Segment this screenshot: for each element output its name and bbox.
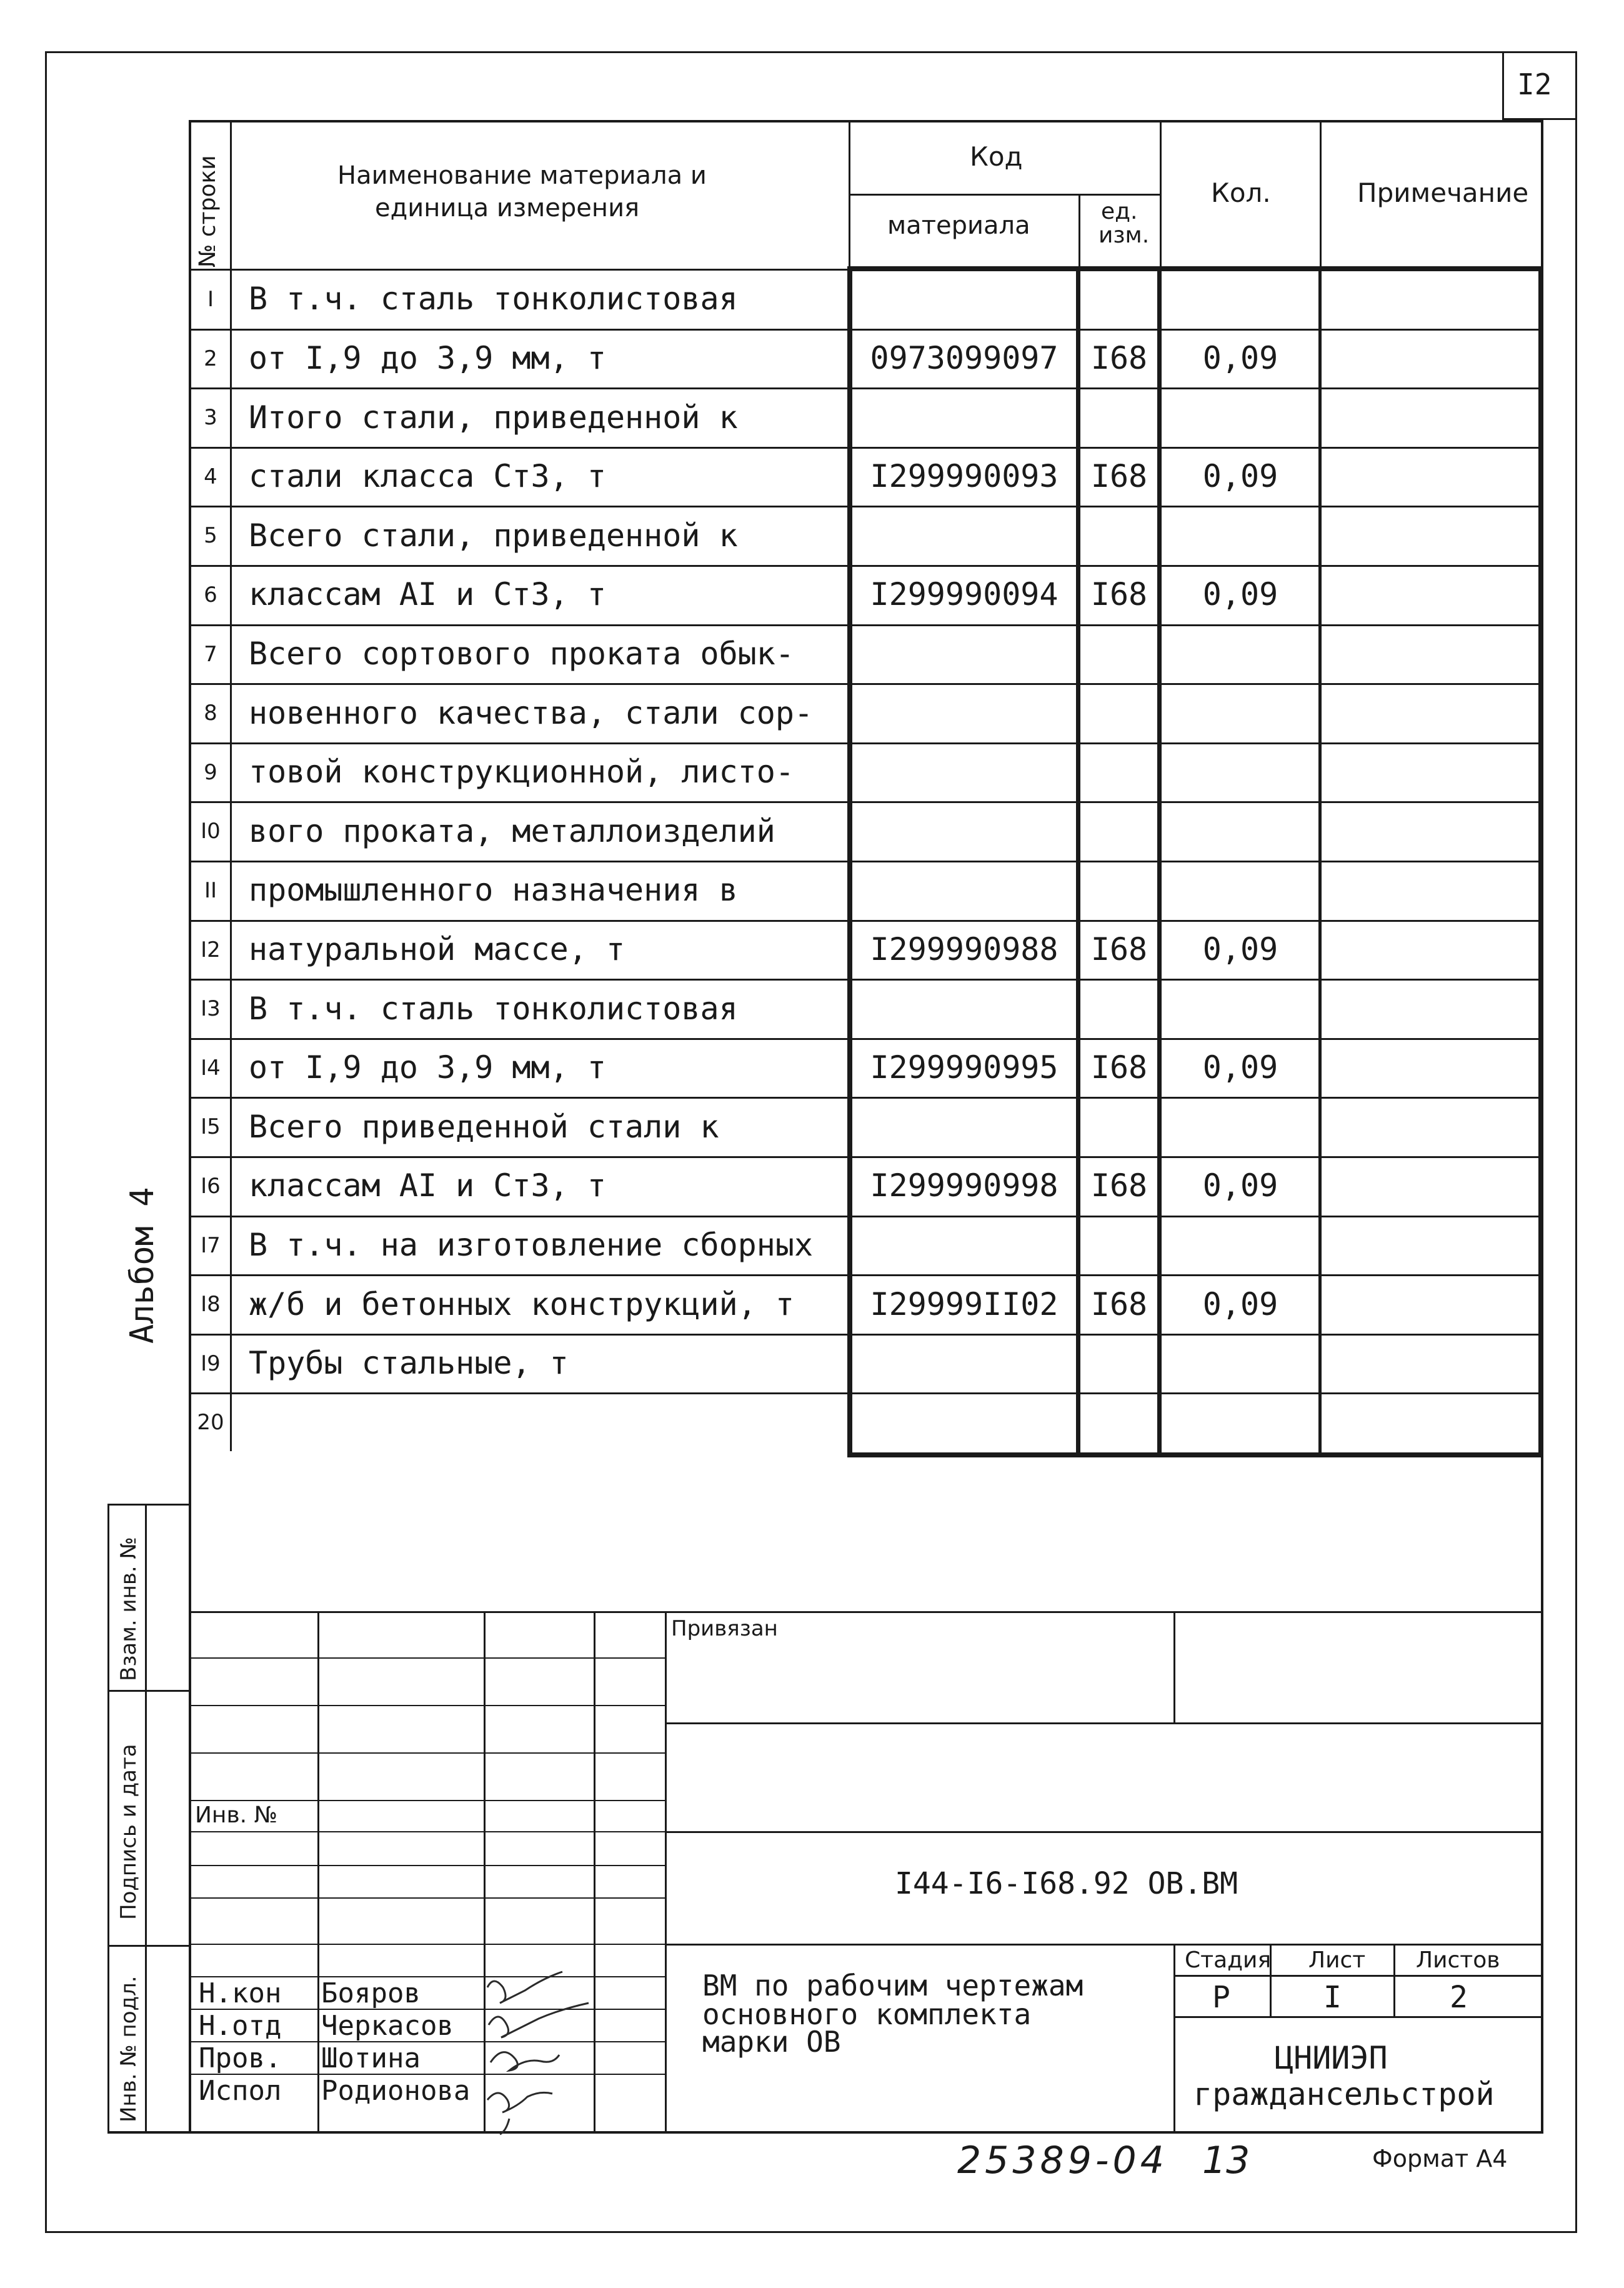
- title-block-grid-line: [189, 1897, 665, 1899]
- table-cell-name: от I,9 до 3,9 мм, т: [249, 1049, 606, 1086]
- row-number: I4: [201, 1055, 221, 1081]
- table-row-divider: [189, 742, 1543, 744]
- album-label: Альбом 4: [124, 1187, 161, 1344]
- table-row-divider: [189, 801, 1543, 803]
- approval-name: Шотина: [321, 2042, 421, 2074]
- table-cell-code: I299990988: [870, 931, 1059, 967]
- table-cell-name: Итого стали, приведенной к: [249, 399, 738, 436]
- table-row-divider: [189, 920, 1543, 922]
- table-cell-code: I299990995: [870, 1049, 1059, 1086]
- sheet-value: I: [1323, 1980, 1342, 2015]
- doc-title-line2: основного комплекта: [702, 1997, 1032, 2031]
- table-cell-qty: 0,09: [1202, 458, 1278, 495]
- unit-header-line1: ед.: [1101, 199, 1138, 224]
- table-row-divider: [189, 1274, 1543, 1276]
- row-number: I3: [201, 996, 221, 1022]
- table-row-divider: [189, 1038, 1543, 1040]
- sheets-value: 2: [1450, 1980, 1468, 2015]
- table-cell-unit: I68: [1090, 458, 1148, 495]
- table-cell-unit: I68: [1090, 931, 1148, 967]
- table-cell-unit: I68: [1090, 1286, 1148, 1322]
- table-cell-name: вого проката, металлоизделий: [249, 812, 775, 849]
- table-cell-unit: I68: [1090, 1167, 1148, 1204]
- signature-scribbles: [481, 1969, 619, 2150]
- title-block-grid-line: [189, 1705, 665, 1706]
- approval-role: Н.отд: [199, 2010, 282, 2042]
- row-number-header: № строки: [195, 155, 221, 267]
- table-cell-name: В т.ч. на изготовление сборных: [249, 1226, 814, 1263]
- approval-name: Родионова: [321, 2075, 471, 2107]
- table-cell-unit: I68: [1090, 576, 1148, 613]
- table-cell-name: от I,9 до 3,9 мм, т: [249, 339, 606, 376]
- title-block-grid-line: [189, 1944, 665, 1945]
- replace-inv-label: Взам. инв. №: [116, 1537, 141, 1681]
- archive-number: 25389-04: [957, 2139, 1168, 2182]
- table-cell-code: I299990998: [870, 1167, 1059, 1204]
- row-number: 7: [204, 641, 217, 667]
- approval-name: Черкасов: [321, 2010, 454, 2042]
- title-block-grid-line: [189, 1800, 665, 1801]
- approval-name: Бояров: [321, 1977, 421, 2009]
- qty-header: Кол.: [1211, 177, 1271, 208]
- title-block-grid-line: [189, 1657, 665, 1659]
- table-row-divider: [189, 979, 1543, 981]
- table-cell-name: стали класса Ст3, т: [249, 458, 606, 495]
- stage-value: Р: [1212, 1980, 1230, 2015]
- page-number: 13: [1202, 2139, 1250, 2182]
- name-header-line1: Наименование материала и: [337, 161, 707, 190]
- table-cell-name: Всего приведенной стали к: [249, 1108, 719, 1145]
- row-number: I8: [201, 1292, 221, 1317]
- table-row-divider: [189, 1392, 1543, 1394]
- sheet-label: Лист: [1308, 1947, 1366, 1973]
- row-number: I: [207, 286, 214, 312]
- table-row-divider: [189, 447, 1543, 449]
- unit-header-line2: изм.: [1098, 222, 1150, 248]
- row-number: 9: [204, 759, 217, 785]
- inv-no-label: Инв. №: [195, 1802, 278, 1828]
- row-number: 6: [204, 582, 217, 607]
- table-cell-name: В т.ч. сталь тонколистовая: [249, 990, 738, 1027]
- document-code: I44-I6-I68.92 ОВ.ВМ: [895, 1866, 1238, 1901]
- doc-title-line3: марки ОВ: [702, 2025, 841, 2059]
- table-cell-name: классам АI и Ст3, т: [249, 576, 606, 613]
- row-number: I0: [201, 819, 221, 844]
- approval-role: Пров.: [199, 2042, 282, 2074]
- note-header: Примечание: [1357, 177, 1529, 208]
- table-cell-name: ж/б и бетонных конструкций, т: [249, 1286, 794, 1322]
- approval-role: Испол: [199, 2075, 282, 2107]
- table-cell-name: Всего стали, приведенной к: [249, 517, 738, 554]
- table-row-divider: [189, 506, 1543, 507]
- table-cell-qty: 0,09: [1202, 1049, 1278, 1086]
- code-header: Код: [970, 141, 1023, 172]
- table-row-divider: [189, 861, 1543, 862]
- doc-title-line1: ВМ по рабочим чертежам: [702, 1969, 1083, 2002]
- table-cell-code: I299990093: [870, 458, 1059, 495]
- stage-label: Стадия: [1185, 1947, 1272, 1973]
- row-number: I2: [201, 937, 221, 962]
- table-cell-unit: I68: [1090, 339, 1148, 376]
- sheet-number: I2: [1517, 67, 1552, 101]
- table-cell-unit: I68: [1090, 1049, 1148, 1086]
- table-cell-name: новенного качества, стали сор-: [249, 694, 814, 731]
- row-number: 5: [204, 523, 217, 549]
- row-number: I5: [201, 1114, 221, 1140]
- table-cell-name: классам АI и Ст3, т: [249, 1167, 606, 1204]
- table-cell-name: Всего сортового проката обык-: [249, 635, 794, 672]
- table-cell-qty: 0,09: [1202, 576, 1278, 613]
- table-row-divider: [189, 565, 1543, 567]
- row-number: 20: [197, 1410, 224, 1436]
- row-number: 8: [204, 701, 217, 726]
- table-row-divider: [189, 1216, 1543, 1217]
- row-number: II: [204, 877, 217, 903]
- table-row-divider: [189, 683, 1543, 685]
- table-row-divider: [189, 1097, 1543, 1099]
- approval-role: Н.кон: [199, 1977, 282, 2009]
- org-line1: ЦНИИЭП: [1275, 2040, 1388, 2076]
- table-cell-qty: 0,09: [1202, 931, 1278, 967]
- title-block-grid-line: [189, 1865, 665, 1866]
- table-row-divider: [189, 624, 1543, 626]
- row-number: I6: [201, 1173, 221, 1199]
- table-cell-name: промышленного назначения в: [249, 872, 738, 909]
- table-cell-name: В т.ч. сталь тонколистовая: [249, 281, 738, 317]
- row-number: 2: [204, 346, 217, 371]
- signature-date-label: Подпись и дата: [116, 1744, 141, 1920]
- table-row-divider: [189, 329, 1543, 331]
- material-header: материала: [887, 211, 1030, 240]
- row-number: 3: [204, 405, 217, 431]
- table-cell-qty: 0,09: [1202, 339, 1278, 376]
- table-cell-code: I299990094: [870, 576, 1059, 613]
- table-cell-name: Трубы стальные, т: [249, 1345, 569, 1382]
- table-row-divider: [189, 387, 1543, 389]
- row-number: 4: [204, 464, 217, 489]
- table-cell-code: 0973099097: [870, 339, 1059, 376]
- name-header-line2: единица измерения: [375, 194, 640, 222]
- title-block-grid-line: [189, 1752, 665, 1754]
- table-row-divider: [189, 1156, 1543, 1158]
- table-row-divider: [189, 1334, 1543, 1336]
- row-number: I7: [201, 1232, 221, 1258]
- org-line2: граждансельстрой: [1193, 2076, 1495, 2112]
- table-cell-qty: 0,09: [1202, 1286, 1278, 1322]
- title-block-grid-line: [189, 1831, 665, 1832]
- attached-label: Привязан: [671, 1616, 778, 1641]
- table-cell-name: товой конструкционной, листо-: [249, 754, 794, 791]
- table-cell-qty: 0,09: [1202, 1167, 1278, 1204]
- table-cell-name: натуральной массе, т: [249, 931, 625, 967]
- table-cell-code: I29999II02: [870, 1286, 1059, 1322]
- row-number: I9: [201, 1351, 221, 1376]
- inv-orig-label: Инв. № подл.: [116, 1976, 141, 2122]
- sheets-label: Листов: [1416, 1947, 1500, 1973]
- format-label: Формат А4: [1372, 2145, 1508, 2172]
